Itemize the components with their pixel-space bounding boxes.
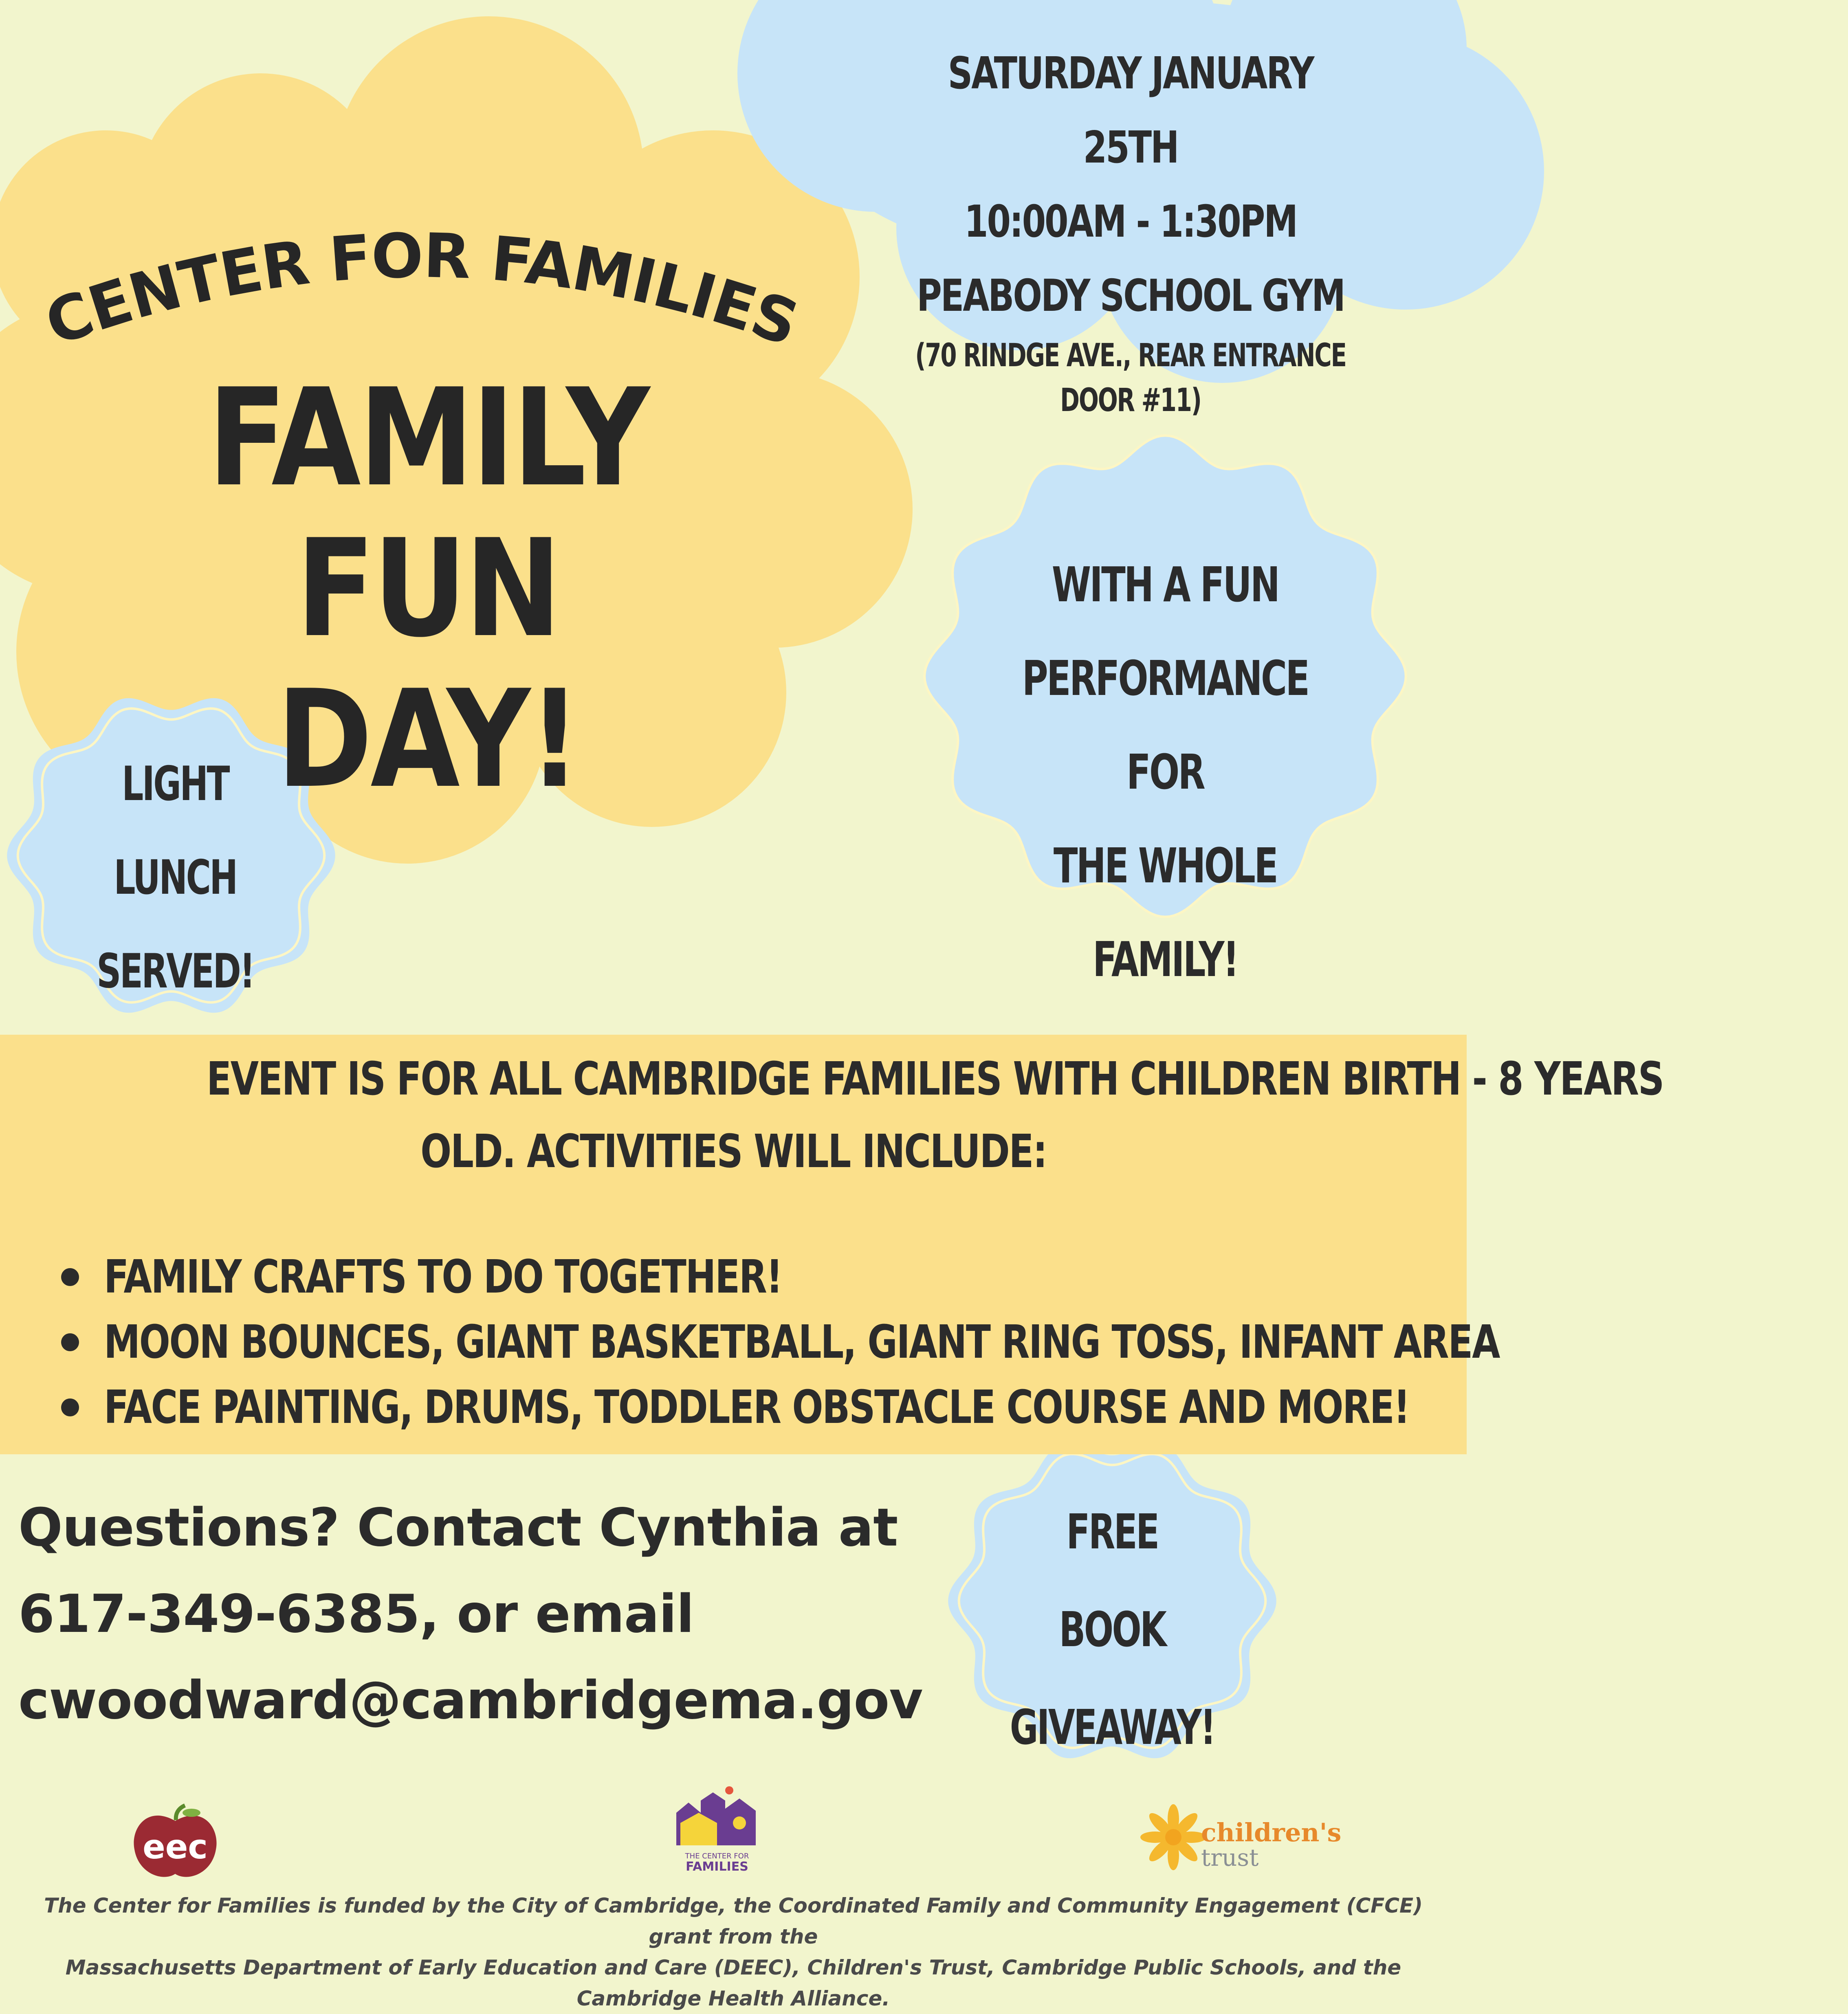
lunch-callout xyxy=(33,737,318,1018)
lunch-line-2: LUNCH xyxy=(114,850,237,905)
main-title-line1: FAMILY FUN xyxy=(207,360,648,667)
sun-flower-icon xyxy=(1140,1804,1206,1870)
event-info xyxy=(835,37,1426,423)
contact-line-1: Questions? Contact Cynthia at xyxy=(18,1497,898,1558)
performance-callout xyxy=(921,538,1410,1006)
band-intro-line1: EVENT IS FOR ALL CAMBRIDGE FAMILIES WITH CHILDREN BIRTH - 8 YEARS xyxy=(206,1053,1663,1106)
lunch-line-1: LIGHT xyxy=(122,756,229,811)
footer-line-1: The Center for Families is funded by the City of Cambridge, the Coordinated Family and Community Engagement (CFCE) grant from the xyxy=(44,1894,1423,1948)
band-intro-line2: OLD. ACTIVITIES WILL INCLUDE: xyxy=(420,1125,1047,1178)
book-giveaway-callout xyxy=(970,1483,1255,1776)
performance-line-2: PERFORMANCE FOR xyxy=(1022,650,1309,800)
svg-text:eec: eec xyxy=(143,1828,208,1867)
main-title-line2: DAY! xyxy=(276,661,579,818)
svg-text:trust: trust xyxy=(1201,1844,1259,1871)
band-intro xyxy=(24,1043,1663,1188)
bullet-icon xyxy=(61,1333,79,1351)
event-venue: PEABODY SCHOOL GYM xyxy=(917,270,1344,321)
list-item: FAMILY CRAFTS TO DO TOGETHER! xyxy=(61,1244,1446,1310)
contact-email[interactable]: cwoodward@cambridgema.gov xyxy=(18,1670,923,1731)
contact-phone: 617-349-6385, or email xyxy=(18,1584,694,1645)
event-address: (70 RINDGE AVE., REAR ENTRANCE DOOR #11) xyxy=(915,337,1346,419)
book-line-3: GIVEAWAY! xyxy=(1010,1699,1215,1755)
footer-line-2: Massachusetts Department of Early Education and Care (DEEC), Children's Trust, Cambridge Public Schools, and the Cambridge Health Alliance. xyxy=(65,1956,1401,2010)
contact-info xyxy=(18,1485,955,1744)
bullet-icon xyxy=(61,1398,79,1416)
book-line-1: FREE xyxy=(1066,1504,1158,1560)
center-for-families-logo xyxy=(668,1784,766,1874)
svg-text:FAMILIES: FAMILIES xyxy=(686,1860,748,1874)
list-item: MOON BOUNCES, GIANT BASKETBALL, GIANT RING TOSS, INFANT AREA xyxy=(61,1310,1446,1375)
org-title-text: CENTER FOR FAMILIES xyxy=(36,228,807,360)
performance-line-3: THE WHOLE FAMILY! xyxy=(1053,838,1277,987)
bullet-icon xyxy=(61,1268,79,1286)
list-item: FACE PAINTING, DRUMS, TODDLER OBSTACLE COURSE AND MORE! xyxy=(61,1375,1446,1440)
event-time: 10:00AM - 1:30PM xyxy=(964,196,1297,247)
activities-list xyxy=(61,1244,1500,1440)
eec-logo xyxy=(130,1805,220,1882)
event-date: SATURDAY JANUARY 25TH xyxy=(948,48,1313,173)
performance-line-1: WITH A FUN xyxy=(1052,556,1279,613)
book-line-2: BOOK xyxy=(1059,1601,1166,1658)
lunch-line-3: SERVED! xyxy=(97,944,254,999)
funding-footer xyxy=(24,1890,1442,2014)
svg-text:THE CENTER FOR: THE CENTER FOR xyxy=(685,1852,749,1860)
childrens-trust-logo xyxy=(1141,1805,1344,1878)
svg-text:children's: children's xyxy=(1201,1818,1342,1847)
